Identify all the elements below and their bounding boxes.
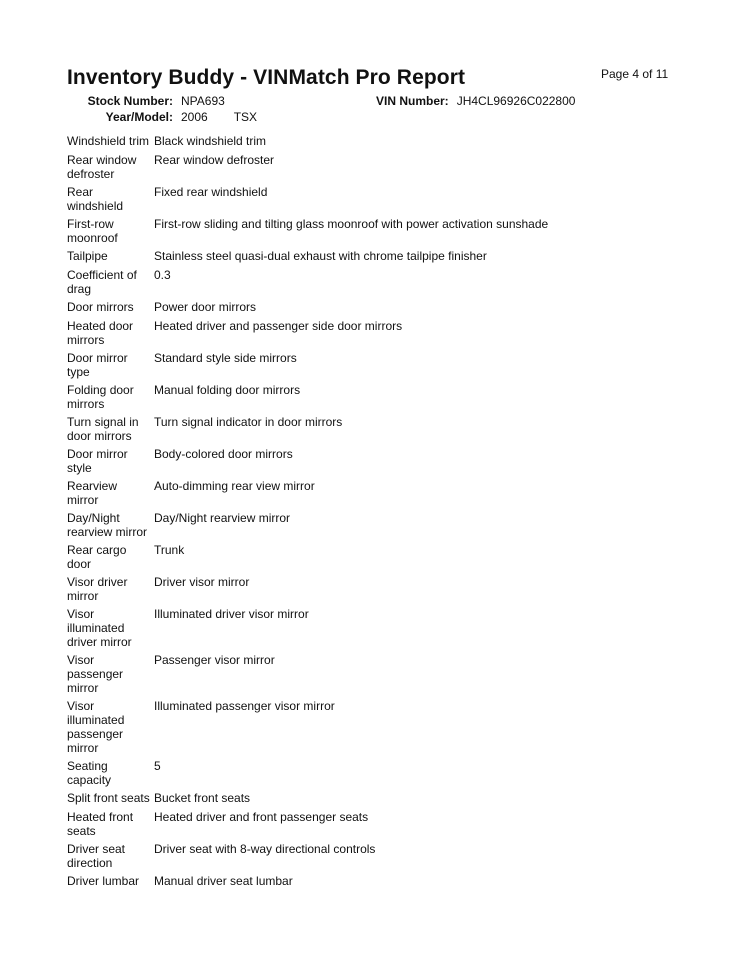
spec-value: Manual folding door mirrors bbox=[154, 383, 301, 397]
spec-value: Standard style side mirrors bbox=[154, 351, 297, 365]
spec-name: Visor illuminated driver mirror bbox=[67, 607, 132, 649]
year-model-label: Year/Model: bbox=[105, 110, 173, 124]
spec-name: Windshield trim bbox=[67, 134, 150, 148]
model-value: TSX bbox=[233, 110, 258, 124]
spec-value: Stainless steel quasi-dual exhaust with chrome tailpipe finisher bbox=[154, 249, 487, 263]
spec-value: Black windshield trim bbox=[154, 134, 267, 148]
spec-name: Split front seats bbox=[67, 791, 150, 805]
spec-value: Bucket front seats bbox=[154, 791, 251, 805]
spec-name: Visor driver mirror bbox=[67, 575, 128, 603]
spec-name: Seating capacity bbox=[67, 759, 112, 787]
spec-value: Manual driver seat lumbar bbox=[154, 874, 293, 888]
page-number: Page 4 of 11 bbox=[601, 67, 669, 81]
spec-name: Visor passenger mirror bbox=[67, 653, 124, 695]
spec-value: Day/Night rearview mirror bbox=[154, 511, 291, 525]
spec-value: Illuminated passenger visor mirror bbox=[154, 699, 335, 713]
spec-value: Turn signal indicator in door mirrors bbox=[154, 415, 343, 429]
spec-name: Door mirror style bbox=[67, 447, 128, 475]
spec-value: Auto-dimming rear view mirror bbox=[154, 479, 315, 493]
spec-value: 5 bbox=[154, 759, 161, 773]
spec-name: Driver lumbar bbox=[67, 874, 140, 888]
year-model-line bbox=[67, 110, 257, 124]
spec-name: Turn signal in door mirrors bbox=[67, 415, 139, 443]
spec-value: Body-colored door mirrors bbox=[154, 447, 293, 461]
spec-name: Visor illuminated passenger mirror bbox=[67, 699, 125, 755]
spec-name: First-row moonroof bbox=[67, 217, 118, 245]
spec-value: Passenger visor mirror bbox=[154, 653, 275, 667]
spec-value: Driver visor mirror bbox=[154, 575, 250, 589]
year-value: 2006 bbox=[181, 110, 208, 124]
spec-name: Door mirrors bbox=[67, 300, 134, 314]
spec-name: Rear window defroster bbox=[67, 153, 137, 181]
spec-name: Heated door mirrors bbox=[67, 319, 134, 347]
spec-name: Door mirror type bbox=[67, 351, 128, 379]
spec-name: Coefficient of drag bbox=[67, 268, 137, 296]
stock-number-label: Stock Number: bbox=[87, 94, 173, 108]
report-title: Inventory Buddy - VINMatch Pro Report bbox=[67, 66, 466, 89]
spec-name: Day/Night rearview mirror bbox=[67, 511, 148, 539]
stock-number-value: NPA693 bbox=[181, 94, 225, 108]
vin-number-label: VIN Number: bbox=[376, 94, 449, 108]
spec-name: Folding door mirrors bbox=[67, 383, 134, 411]
spec-value: 0.3 bbox=[154, 268, 171, 282]
spec-name: Rearview mirror bbox=[67, 479, 118, 507]
vin-number-value: JH4CL96926C022800 bbox=[456, 94, 576, 108]
spec-name: Rear cargo door bbox=[67, 543, 127, 571]
spec-value: Power door mirrors bbox=[154, 300, 257, 314]
spec-name: Tailpipe bbox=[67, 249, 108, 263]
spec-name: Rear windshield bbox=[67, 185, 124, 213]
spec-value: Driver seat with 8-way directional controls bbox=[154, 842, 376, 856]
spec-value: Fixed rear windshield bbox=[154, 185, 268, 199]
spec-value: First-row sliding and tilting glass moonroof with power activation sunshade bbox=[154, 217, 549, 231]
spec-value: Heated driver and front passenger seats bbox=[154, 810, 369, 824]
spec-value: Trunk bbox=[154, 543, 185, 557]
vin-number-line bbox=[376, 94, 575, 108]
spec-value: Illuminated driver visor mirror bbox=[154, 607, 309, 621]
spec-value: Heated driver and passenger side door mirrors bbox=[154, 319, 403, 333]
spec-name: Driver seat direction bbox=[67, 842, 126, 870]
spec-name: Heated front seats bbox=[67, 810, 134, 838]
stock-number-line bbox=[67, 94, 225, 108]
spec-value: Rear window defroster bbox=[154, 153, 275, 167]
